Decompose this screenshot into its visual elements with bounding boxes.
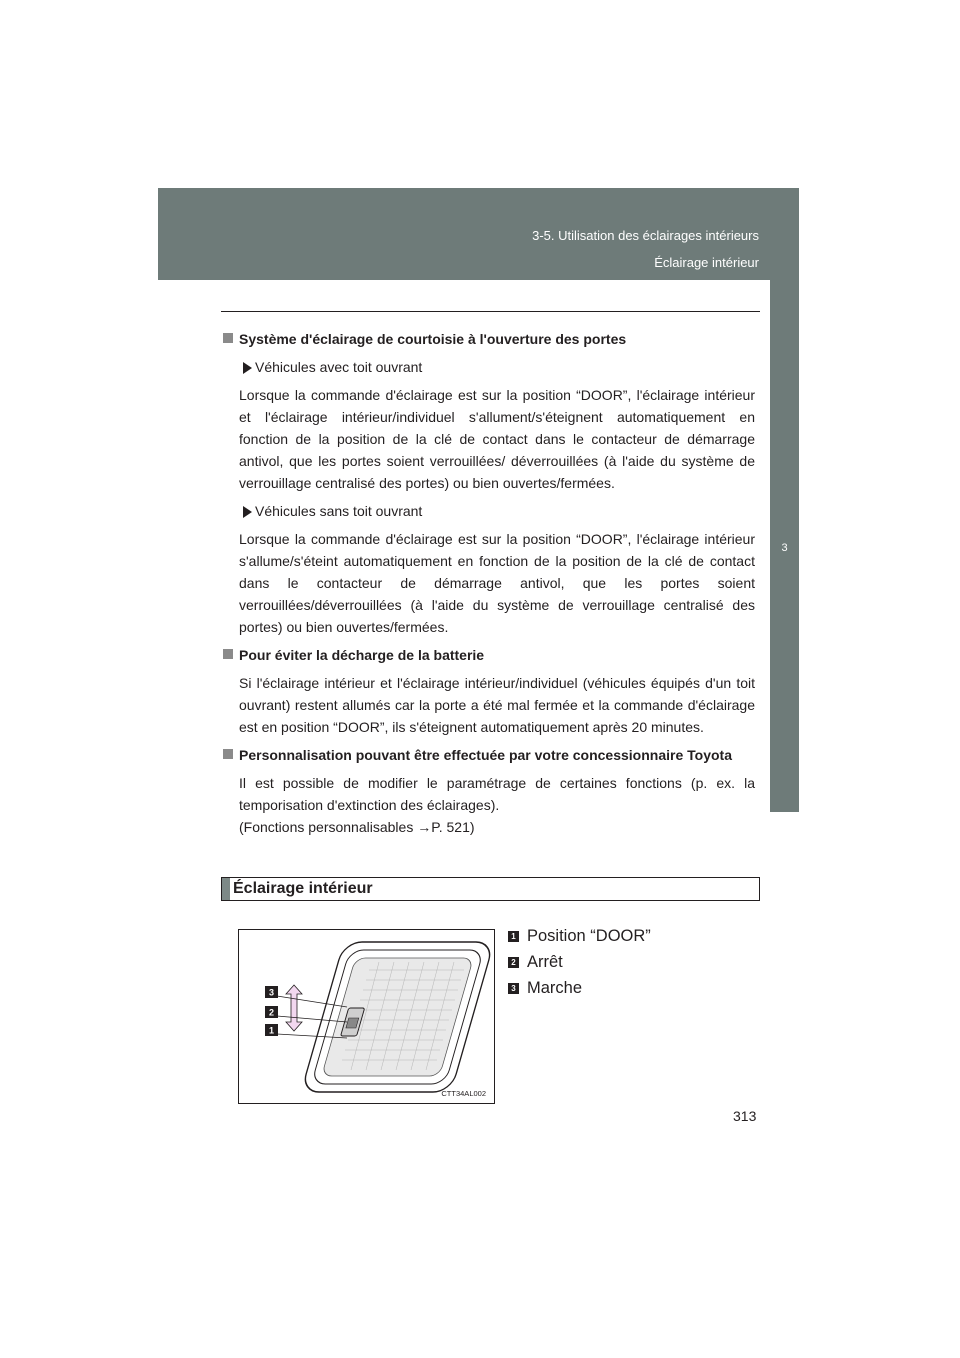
section-title-bar <box>221 877 760 901</box>
main-content <box>223 328 755 844</box>
section-accent <box>222 878 230 900</box>
chapter-number: 3 <box>781 542 788 554</box>
battery-paragraph: Si l'éclairage intérieur et l'éclairage intérieur/individuel (véhicules équipés d'un toit ouvrant) restent allumés car la porte a été mal fermée et la commande d'éclairage est en position “DOOR”, ils s'éteignent automatiquement après 20 minutes. <box>239 675 755 735</box>
callout-2 <box>265 1006 278 1018</box>
position-arrow-icon <box>286 985 302 1031</box>
legend-label-on: Marche <box>527 979 583 997</box>
courtesy-heading: Système d'éclairage de courtoisie à l'ouverture des portes <box>223 328 755 350</box>
sunroof-paragraph: Lorsque la commande d'éclairage est sur la position “DOOR”, l'éclairage intérieur et l'éclairage intérieur/individuel s'allument/s'éteignent automatiquement en fonction de la position de la clé de contact dans le contacteur de démarrage antivol, que les portes soient verrouillées/ déverrouillées (à l'aide du système de verrouillage centralisé des portes) ou bien ouvertes/fermées. <box>239 387 755 491</box>
callout-1 <box>265 1024 278 1036</box>
legend-label-off: Arrêt <box>527 953 563 971</box>
interior-light-illustration <box>239 930 494 1103</box>
sunroof-subheading: Véhicules avec toit ouvrant <box>239 356 755 378</box>
chapter-side-tab[interactable] <box>770 280 799 1034</box>
callout-1-label: 1 <box>268 1025 275 1036</box>
callout-3-label: 3 <box>268 987 275 998</box>
bullet-square-icon <box>223 649 233 659</box>
callout-3 <box>265 986 278 998</box>
header-subsection-title: Éclairage intérieur <box>654 255 759 270</box>
legend-label-door: Position “DOOR” <box>527 927 651 945</box>
legend-item-on <box>508 977 651 1003</box>
figure-code: CTT34AL002 <box>441 1089 486 1098</box>
legend-number-2: 2 <box>508 957 519 968</box>
page-number: 313 <box>733 1108 757 1124</box>
legend-number-1: 1 <box>508 931 519 942</box>
interior-light-figure <box>238 929 495 1104</box>
legend-item-door <box>508 925 651 951</box>
header-rule <box>221 311 760 312</box>
no-sunroof-subheading: Véhicules sans toit ouvrant <box>239 500 755 522</box>
battery-heading: Pour éviter la décharge de la batterie <box>223 644 755 666</box>
arrow-right-icon <box>243 362 252 374</box>
lamp-housing <box>301 942 494 1092</box>
no-sunroof-paragraph: Lorsque la commande d'éclairage est sur la position “DOOR”, l'éclairage intérieur s'allume/s'éteint automatiquement en fonction de la position de la clé de contact dans le contacteur de démarrage antivol, que les portes soient verrouillées/déverrouillées (à l'aide du système de verrouillage centralisé des portes) ou bien ouvertes/fermées. <box>239 531 755 635</box>
section-title: Éclairage intérieur <box>233 880 373 897</box>
bullet-square-icon <box>223 749 233 759</box>
header-section-title: 3-5. Utilisation des éclairages intérieurs <box>532 228 759 243</box>
custom-reference[interactable]: (Fonctions personnalisables →P. 521) <box>239 819 475 835</box>
figure-legend <box>508 925 651 1003</box>
custom-paragraph: Il est possible de modifier le paramétrage de certaines fonctions (p. ex. la temporisation d'extinction des éclairages). <box>239 775 755 813</box>
legend-item-off <box>508 951 651 977</box>
callout-2-label: 2 <box>268 1007 275 1018</box>
custom-heading: Personnalisation pouvant être effectuée par votre concessionnaire Toyota <box>223 744 755 766</box>
legend-number-3: 3 <box>508 983 519 994</box>
bullet-square-icon <box>223 333 233 343</box>
chapter-label: Équipements intérieurs <box>777 906 791 1034</box>
arrow-right-icon <box>243 506 252 518</box>
header-band <box>158 188 799 280</box>
